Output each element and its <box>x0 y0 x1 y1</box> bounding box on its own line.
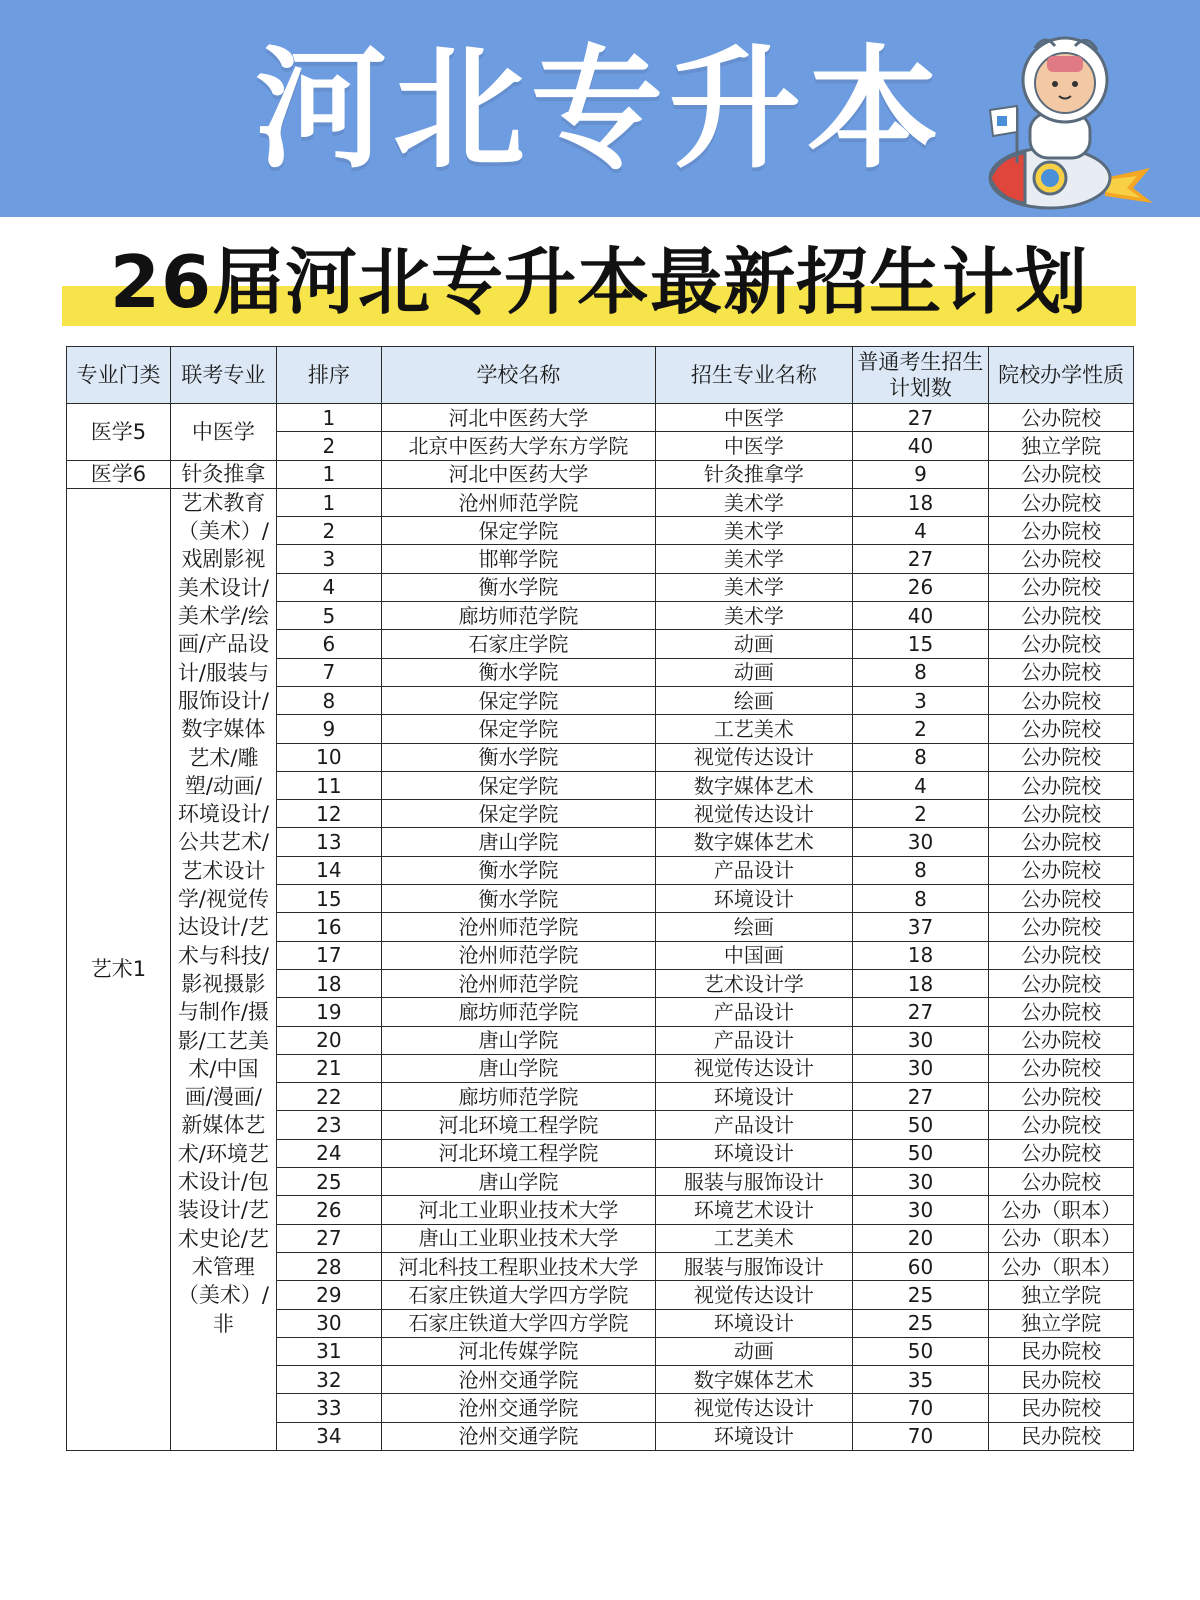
plan-cell: 4 <box>852 771 989 799</box>
plan-cell: 30 <box>852 1168 989 1196</box>
plan-cell: 37 <box>852 913 989 941</box>
major-cell: 动画 <box>656 630 853 658</box>
nature-cell: 公办院校 <box>989 460 1134 488</box>
table-row <box>67 488 1134 516</box>
table-row <box>67 404 1134 432</box>
major-cell: 美术学 <box>656 545 853 573</box>
major-cell: 中国画 <box>656 941 853 969</box>
major-cell: 视觉传达设计 <box>656 800 853 828</box>
rank-cell: 3 <box>276 545 381 573</box>
nature-cell: 公办院校 <box>989 771 1134 799</box>
plan-cell: 70 <box>852 1422 989 1450</box>
rank-cell: 27 <box>276 1224 381 1252</box>
major-cell: 视觉传达设计 <box>656 1281 853 1309</box>
nature-cell: 公办院校 <box>989 1026 1134 1054</box>
school-cell: 石家庄学院 <box>381 630 655 658</box>
plan-cell: 70 <box>852 1394 989 1422</box>
nature-cell: 公办院校 <box>989 630 1134 658</box>
rank-cell: 1 <box>276 460 381 488</box>
school-cell: 唐山学院 <box>381 1026 655 1054</box>
header-banner <box>0 0 1200 217</box>
rank-cell: 7 <box>276 658 381 686</box>
enrollment-plan-table <box>66 346 1134 1451</box>
header-joint-major: 联考专业 <box>170 347 276 404</box>
rank-cell: 17 <box>276 941 381 969</box>
major-cell: 绘画 <box>656 686 853 714</box>
major-cell: 数字媒体艺术 <box>656 828 853 856</box>
plan-cell: 9 <box>852 460 989 488</box>
major-cell: 工艺美术 <box>656 715 853 743</box>
table-row <box>67 460 1134 488</box>
school-cell: 保定学院 <box>381 771 655 799</box>
school-cell: 衡水学院 <box>381 658 655 686</box>
plan-cell: 50 <box>852 1139 989 1167</box>
nature-cell: 公办院校 <box>989 998 1134 1026</box>
major-cell: 中医学 <box>656 404 853 432</box>
table-body <box>67 404 1134 1451</box>
nature-cell: 独立学院 <box>989 432 1134 460</box>
school-cell: 北京中医药大学东方学院 <box>381 432 655 460</box>
plan-cell: 30 <box>852 828 989 856</box>
header-school: 学校名称 <box>381 347 655 404</box>
nature-cell: 公办院校 <box>989 969 1134 997</box>
header-rank: 排序 <box>276 347 381 404</box>
plan-cell: 18 <box>852 488 989 516</box>
nature-cell: 公办院校 <box>989 1139 1134 1167</box>
school-cell: 廊坊师范学院 <box>381 602 655 630</box>
school-cell: 保定学院 <box>381 517 655 545</box>
header-nature: 院校办学性质 <box>989 347 1134 404</box>
major-cell: 美术学 <box>656 602 853 630</box>
nature-cell: 公办院校 <box>989 517 1134 545</box>
plan-cell: 30 <box>852 1054 989 1082</box>
school-cell: 邯郸学院 <box>381 545 655 573</box>
school-cell: 河北环境工程学院 <box>381 1111 655 1139</box>
subtitle-block <box>62 232 1136 332</box>
major-cell: 美术学 <box>656 517 853 545</box>
plan-cell: 40 <box>852 432 989 460</box>
nature-cell: 公办院校 <box>989 913 1134 941</box>
category-cell: 艺术1 <box>67 488 171 1450</box>
nature-cell: 公办院校 <box>989 885 1134 913</box>
major-cell: 环境设计 <box>656 1309 853 1337</box>
major-cell: 环境设计 <box>656 1139 853 1167</box>
plan-cell: 3 <box>852 686 989 714</box>
major-cell: 工艺美术 <box>656 1224 853 1252</box>
rank-cell: 16 <box>276 913 381 941</box>
school-cell: 保定学院 <box>381 715 655 743</box>
school-cell: 沧州师范学院 <box>381 941 655 969</box>
nature-cell: 公办院校 <box>989 602 1134 630</box>
nature-cell: 民办院校 <box>989 1422 1134 1450</box>
school-cell: 唐山学院 <box>381 1054 655 1082</box>
nature-cell: 公办院校 <box>989 488 1134 516</box>
school-cell: 廊坊师范学院 <box>381 1083 655 1111</box>
nature-cell: 公办院校 <box>989 1111 1134 1139</box>
major-cell: 视觉传达设计 <box>656 1394 853 1422</box>
rank-cell: 2 <box>276 432 381 460</box>
school-cell: 唐山学院 <box>381 1168 655 1196</box>
rank-cell: 32 <box>276 1366 381 1394</box>
school-cell: 衡水学院 <box>381 856 655 884</box>
category-cell: 医学6 <box>67 460 171 488</box>
plan-cell: 4 <box>852 517 989 545</box>
major-cell: 数字媒体艺术 <box>656 771 853 799</box>
rank-cell: 23 <box>276 1111 381 1139</box>
school-cell: 石家庄铁道大学四方学院 <box>381 1281 655 1309</box>
major-cell: 视觉传达设计 <box>656 743 853 771</box>
plan-cell: 25 <box>852 1281 989 1309</box>
major-cell: 产品设计 <box>656 998 853 1026</box>
nature-cell: 公办（职本） <box>989 1196 1134 1224</box>
major-cell: 数字媒体艺术 <box>656 1366 853 1394</box>
nature-cell: 公办院校 <box>989 715 1134 743</box>
banner-title: 河北专升本 <box>255 33 945 187</box>
school-cell: 沧州师范学院 <box>381 913 655 941</box>
plan-cell: 8 <box>852 885 989 913</box>
nature-cell: 公办院校 <box>989 800 1134 828</box>
rank-cell: 30 <box>276 1309 381 1337</box>
nature-cell: 公办院校 <box>989 573 1134 601</box>
rank-cell: 2 <box>276 517 381 545</box>
header-plan: 普通考生招生计划数 <box>852 347 989 404</box>
school-cell: 沧州交通学院 <box>381 1422 655 1450</box>
rank-cell: 22 <box>276 1083 381 1111</box>
plan-cell: 18 <box>852 969 989 997</box>
plan-cell: 30 <box>852 1026 989 1054</box>
major-cell: 产品设计 <box>656 1111 853 1139</box>
joint-major-cell: 中医学 <box>170 404 276 461</box>
header-major: 招生专业名称 <box>656 347 853 404</box>
rank-cell: 4 <box>276 573 381 601</box>
rank-cell: 21 <box>276 1054 381 1082</box>
plan-cell: 15 <box>852 630 989 658</box>
nature-cell: 公办院校 <box>989 658 1134 686</box>
nature-cell: 公办（职本） <box>989 1252 1134 1280</box>
rank-cell: 26 <box>276 1196 381 1224</box>
plan-cell: 30 <box>852 1196 989 1224</box>
nature-cell: 民办院校 <box>989 1337 1134 1365</box>
school-cell: 保定学院 <box>381 686 655 714</box>
major-cell: 服装与服饰设计 <box>656 1168 853 1196</box>
plan-cell: 40 <box>852 602 989 630</box>
plan-cell: 2 <box>852 715 989 743</box>
plan-cell: 27 <box>852 404 989 432</box>
rank-cell: 11 <box>276 771 381 799</box>
rank-cell: 10 <box>276 743 381 771</box>
major-cell: 环境设计 <box>656 1422 853 1450</box>
major-cell: 美术学 <box>656 573 853 601</box>
school-cell: 河北传媒学院 <box>381 1337 655 1365</box>
major-cell: 视觉传达设计 <box>656 1054 853 1082</box>
major-cell: 产品设计 <box>656 856 853 884</box>
school-cell: 衡水学院 <box>381 573 655 601</box>
rank-cell: 9 <box>276 715 381 743</box>
rank-cell: 31 <box>276 1337 381 1365</box>
rank-cell: 6 <box>276 630 381 658</box>
plan-cell: 8 <box>852 856 989 884</box>
school-cell: 石家庄铁道大学四方学院 <box>381 1309 655 1337</box>
rank-cell: 33 <box>276 1394 381 1422</box>
rank-cell: 34 <box>276 1422 381 1450</box>
rank-cell: 25 <box>276 1168 381 1196</box>
major-cell: 环境艺术设计 <box>656 1196 853 1224</box>
plan-cell: 26 <box>852 573 989 601</box>
school-cell: 河北中医药大学 <box>381 460 655 488</box>
nature-cell: 公办（职本） <box>989 1224 1134 1252</box>
school-cell: 沧州交通学院 <box>381 1394 655 1422</box>
school-cell: 唐山学院 <box>381 828 655 856</box>
major-cell: 中医学 <box>656 432 853 460</box>
nature-cell: 公办院校 <box>989 743 1134 771</box>
major-cell: 产品设计 <box>656 1026 853 1054</box>
nature-cell: 公办院校 <box>989 1054 1134 1082</box>
nature-cell: 公办院校 <box>989 941 1134 969</box>
school-cell: 唐山工业职业技术大学 <box>381 1224 655 1252</box>
school-cell: 沧州师范学院 <box>381 969 655 997</box>
rank-cell: 28 <box>276 1252 381 1280</box>
nature-cell: 独立学院 <box>989 1281 1134 1309</box>
header-category: 专业门类 <box>67 347 171 404</box>
rank-cell: 14 <box>276 856 381 884</box>
rank-cell: 19 <box>276 998 381 1026</box>
major-cell: 环境设计 <box>656 885 853 913</box>
nature-cell: 公办院校 <box>989 686 1134 714</box>
rank-cell: 8 <box>276 686 381 714</box>
plan-cell: 50 <box>852 1111 989 1139</box>
rank-cell: 1 <box>276 488 381 516</box>
major-cell: 动画 <box>656 658 853 686</box>
nature-cell: 公办院校 <box>989 856 1134 884</box>
rank-cell: 13 <box>276 828 381 856</box>
nature-cell: 公办院校 <box>989 1083 1134 1111</box>
rank-cell: 12 <box>276 800 381 828</box>
nature-cell: 公办院校 <box>989 545 1134 573</box>
school-cell: 河北中医药大学 <box>381 404 655 432</box>
nature-cell: 公办院校 <box>989 828 1134 856</box>
nature-cell: 公办院校 <box>989 1168 1134 1196</box>
nature-cell: 独立学院 <box>989 1309 1134 1337</box>
rank-cell: 20 <box>276 1026 381 1054</box>
school-cell: 沧州交通学院 <box>381 1366 655 1394</box>
nature-cell: 民办院校 <box>989 1394 1134 1422</box>
plan-cell: 18 <box>852 941 989 969</box>
rank-cell: 1 <box>276 404 381 432</box>
major-cell: 环境设计 <box>656 1083 853 1111</box>
major-cell: 绘画 <box>656 913 853 941</box>
page-subtitle: 26届河北专升本最新招生计划 <box>109 240 1089 324</box>
rank-cell: 5 <box>276 602 381 630</box>
school-cell: 衡水学院 <box>381 885 655 913</box>
mascot-rocket-icon <box>955 28 1155 218</box>
rank-cell: 18 <box>276 969 381 997</box>
plan-cell: 27 <box>852 998 989 1026</box>
rank-cell: 15 <box>276 885 381 913</box>
school-cell: 保定学院 <box>381 800 655 828</box>
school-cell: 衡水学院 <box>381 743 655 771</box>
school-cell: 河北工业职业技术大学 <box>381 1196 655 1224</box>
major-cell: 服装与服饰设计 <box>656 1252 853 1280</box>
plan-cell: 20 <box>852 1224 989 1252</box>
plan-cell: 27 <box>852 545 989 573</box>
plan-cell: 27 <box>852 1083 989 1111</box>
category-cell: 医学5 <box>67 404 171 461</box>
joint-major-cell: 艺术教育（美术）/戏剧影视美术设计/美术学/绘画/产品设计/服装与服饰设计/数字媒体艺术/雕塑/动画/环境设计/公共艺术/艺术设计学/视觉传达设计/艺术与科技/影视摄影与制作/摄影/工艺美术/中国画/漫画/新媒体艺术/环境艺术设计/包装设计/艺术史论/艺术管理（美术）/非 <box>170 488 276 1450</box>
plan-cell: 2 <box>852 800 989 828</box>
plan-cell: 35 <box>852 1366 989 1394</box>
plan-cell: 50 <box>852 1337 989 1365</box>
plan-cell: 25 <box>852 1309 989 1337</box>
rank-cell: 29 <box>276 1281 381 1309</box>
major-cell: 针灸推拿学 <box>656 460 853 488</box>
major-cell: 动画 <box>656 1337 853 1365</box>
plan-cell: 8 <box>852 658 989 686</box>
major-cell: 美术学 <box>656 488 853 516</box>
plan-cell: 60 <box>852 1252 989 1280</box>
joint-major-cell: 针灸推拿 <box>170 460 276 488</box>
nature-cell: 民办院校 <box>989 1366 1134 1394</box>
school-cell: 廊坊师范学院 <box>381 998 655 1026</box>
school-cell: 河北科技工程职业技术大学 <box>381 1252 655 1280</box>
plan-cell: 8 <box>852 743 989 771</box>
school-cell: 沧州师范学院 <box>381 488 655 516</box>
nature-cell: 公办院校 <box>989 404 1134 432</box>
table-header-row <box>67 347 1134 404</box>
rank-cell: 24 <box>276 1139 381 1167</box>
major-cell: 艺术设计学 <box>656 969 853 997</box>
school-cell: 河北环境工程学院 <box>381 1139 655 1167</box>
